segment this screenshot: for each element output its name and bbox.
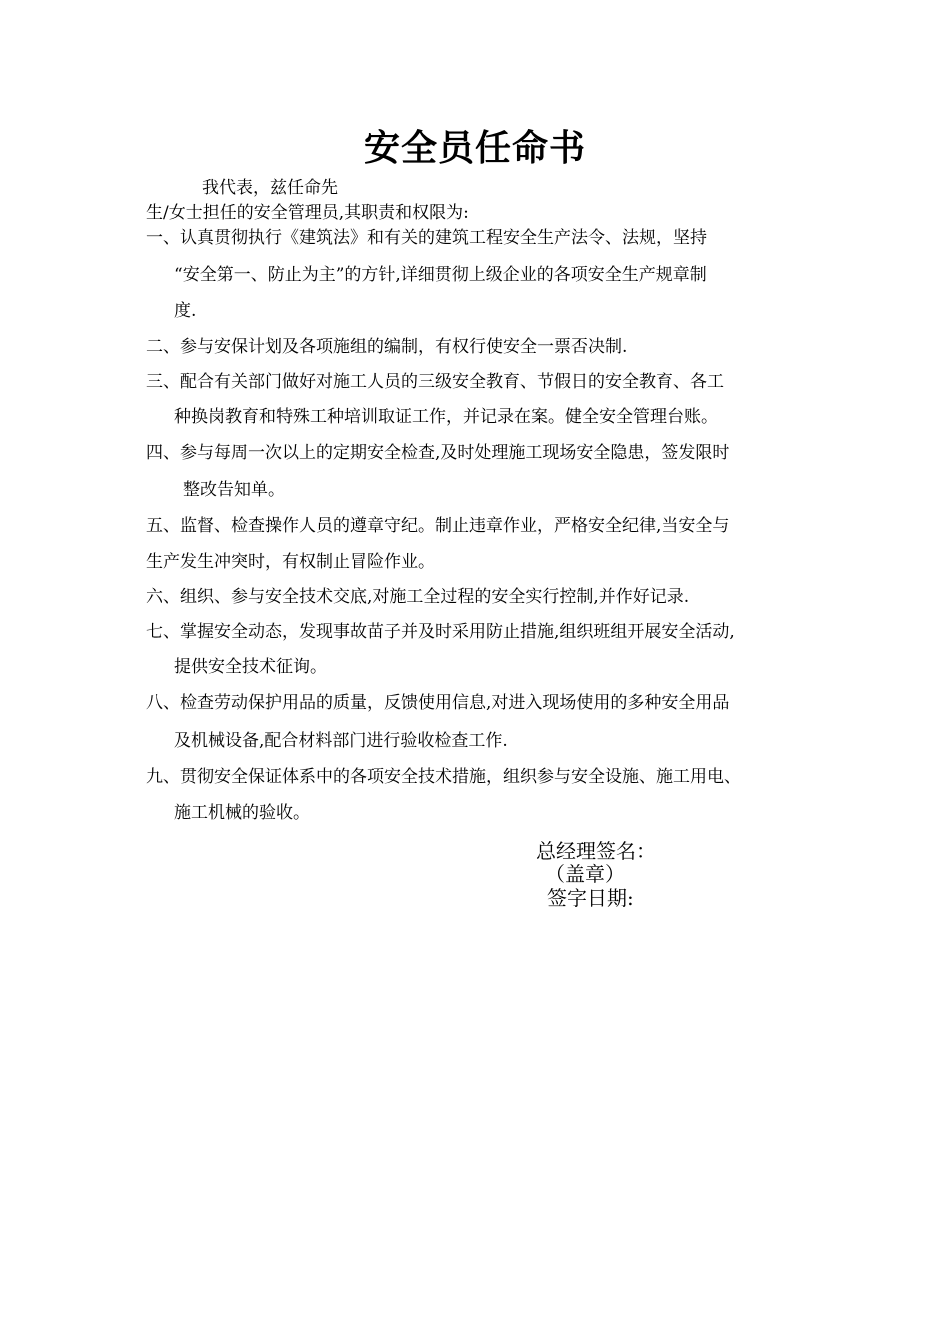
duty-3-line-2: 种换岗教育和特殊工种培训取证工作，并记录在案。健全安全管理台账。 [174, 407, 718, 427]
duty-2-line-1: 二、参与安保计划及各项施组的编制，有权行使安全一票否决制. [146, 337, 628, 357]
document-title: 安全员任命书 [363, 127, 586, 169]
seal-label: （盖章） [545, 862, 625, 886]
duty-7-line-1: 七、掌握安全动态，发现事故苗子并及时采用防止措施,组织班组开展安全活动, [146, 622, 735, 642]
intro-line-2: 生/女士担任的安全管理员,其职责和权限为: [146, 203, 469, 223]
duty-9-line-1: 九、贯彻安全保证体系中的各项安全技术措施，组织参与安全设施、施工用电、 [146, 767, 741, 787]
duty-5-line-1: 五、监督、检查操作人员的遵章守纪。制止违章作业，严格安全纪律,当安全与 [146, 516, 730, 536]
duty-4-line-1: 四、参与每周一次以上的定期安全检查,及时处理施工现场安全隐患，签发限时 [146, 443, 730, 463]
signing-date-label: 签字日期: [547, 886, 634, 910]
duty-1-line-1: 一、认真贯彻执行《建筑法》和有关的建筑工程安全生产法令、法规，坚持 [146, 228, 707, 248]
duty-9-line-2: 施工机械的验收。 [174, 803, 310, 823]
duty-8-line-2: 及机械设备,配合材料部门进行验收检查工作. [174, 731, 508, 751]
duty-1-line-2: “安全第一、防止为主”的方针,详细贯彻上级企业的各项安全生产规章制 [174, 265, 707, 285]
duty-6-line-1: 六、组织、参与安全技术交底,对施工全过程的安全实行控制,并作好记录. [146, 587, 690, 607]
duty-4-line-2: 整改告知单。 [183, 480, 285, 500]
duty-5-line-2: 生产发生冲突时，有权制止冒险作业。 [146, 552, 435, 572]
duty-1-line-3: 度. [174, 301, 197, 321]
intro-line-1: 我代表，兹任命先 [202, 178, 338, 198]
manager-signature-label: 总经理签名： [536, 839, 656, 863]
duty-3-line-1: 三、配合有关部门做好对施工人员的三级安全教育、节假日的安全教育、各工 [146, 372, 724, 392]
duty-8-line-1: 八、检查劳动保护用品的质量，反馈使用信息,对进入现场使用的多种安全用品 [146, 693, 730, 713]
duty-7-line-2: 提供安全技术征询。 [174, 657, 327, 677]
